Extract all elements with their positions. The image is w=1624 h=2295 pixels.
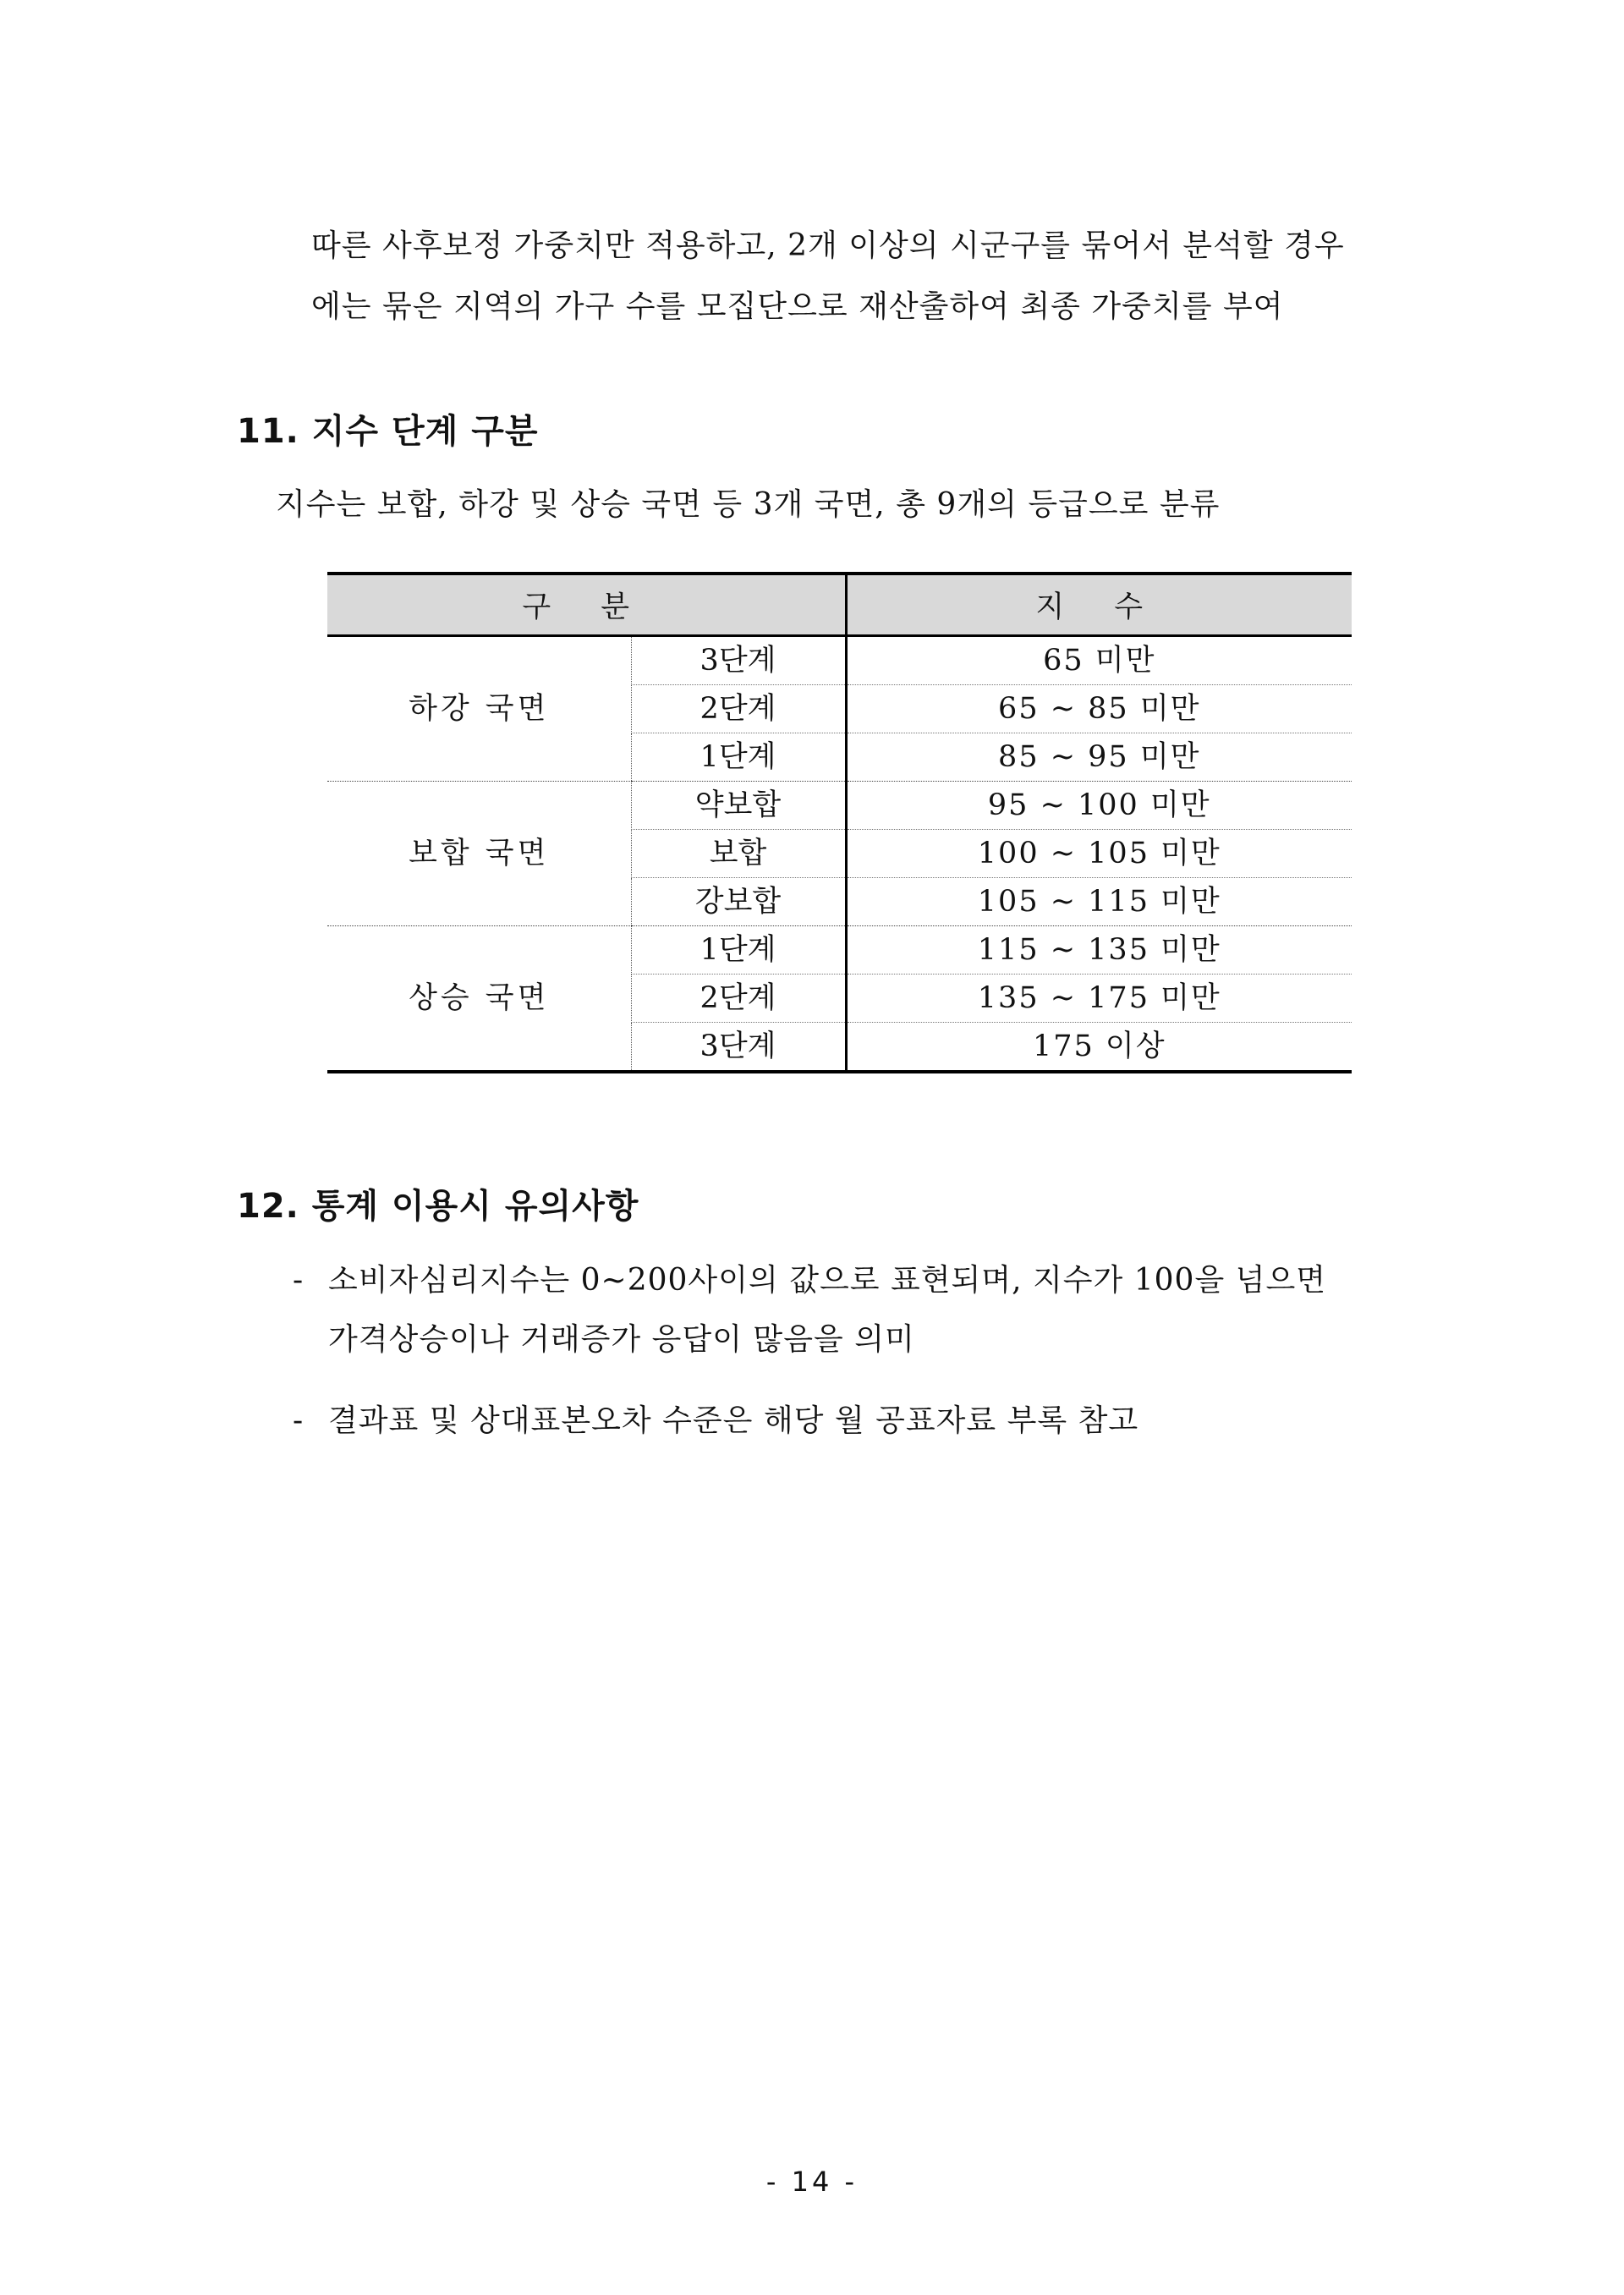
intro-line-1: 따른 사후보정 가중치만 적용하고, 2개 이상의 시군구를 묶어서 분석할 경우 xyxy=(311,228,1345,263)
notice-bullet-2 xyxy=(293,1401,1138,1441)
stage-cell: 1단계 xyxy=(631,926,846,975)
index-range-cell: 105 ~ 115 미만 xyxy=(846,878,1352,926)
section-11-heading: 11. 지수 단계 구분 xyxy=(237,412,539,451)
stage-cell: 3단계 xyxy=(631,1023,846,1073)
phase-cell-flat: 보합 국면 xyxy=(327,782,631,926)
stage-cell: 3단계 xyxy=(631,636,846,685)
index-range-cell: 65 미만 xyxy=(846,636,1352,685)
index-range-cell: 115 ~ 135 미만 xyxy=(846,926,1352,975)
notice-bullet-2-text: 결과표 및 상대표본오차 수준은 해당 월 공표자료 부록 참고 xyxy=(328,1403,1139,1438)
index-range-cell: 100 ~ 105 미만 xyxy=(846,830,1352,878)
section-11-description: 지수는 보합, 하강 및 상승 국면 등 3개 국면, 총 9개의 등급으로 분류 xyxy=(276,487,1221,522)
page-number: - 14 - xyxy=(765,2166,859,2198)
notice-bullet-1 xyxy=(293,1260,1326,1301)
table-header-category: 구 분 xyxy=(327,574,846,636)
index-range-cell: 95 ~ 100 미만 xyxy=(846,782,1352,830)
section-12-heading: 12. 통계 이용시 유의사항 xyxy=(237,1187,639,1226)
bullet-dash: - xyxy=(293,1403,304,1438)
stage-cell: 1단계 xyxy=(631,733,846,782)
table-header-row xyxy=(327,574,1352,636)
index-range-cell: 135 ~ 175 미만 xyxy=(846,975,1352,1023)
table-header-index: 지 수 xyxy=(846,574,1352,636)
stage-cell: 2단계 xyxy=(631,685,846,733)
table-row xyxy=(327,636,1352,685)
index-range-cell: 85 ~ 95 미만 xyxy=(846,733,1352,782)
table-row xyxy=(327,926,1352,975)
stage-cell: 강보합 xyxy=(631,878,846,926)
notice-bullet-1-text: 소비자심리지수는 0~200사이의 값으로 표현되며, 지수가 100을 넘으면 xyxy=(328,1263,1326,1298)
stage-cell: 보합 xyxy=(631,830,846,878)
index-level-table xyxy=(327,572,1352,1073)
intro-line-2: 에는 묶은 지역의 가구 수를 모집단으로 재산출하여 최종 가중치를 부여 xyxy=(311,289,1284,324)
phase-cell-rise: 상승 국면 xyxy=(327,926,631,1073)
phase-cell-decline: 하강 국면 xyxy=(327,636,631,782)
index-range-cell: 175 이상 xyxy=(846,1023,1352,1073)
index-range-cell: 65 ~ 85 미만 xyxy=(846,685,1352,733)
stage-cell: 약보합 xyxy=(631,782,846,830)
bullet-dash: - xyxy=(293,1263,304,1298)
notice-bullet-1-continuation: 가격상승이나 거래증가 응답이 많음을 의미 xyxy=(328,1322,915,1357)
table-row xyxy=(327,782,1352,830)
stage-cell: 2단계 xyxy=(631,975,846,1023)
